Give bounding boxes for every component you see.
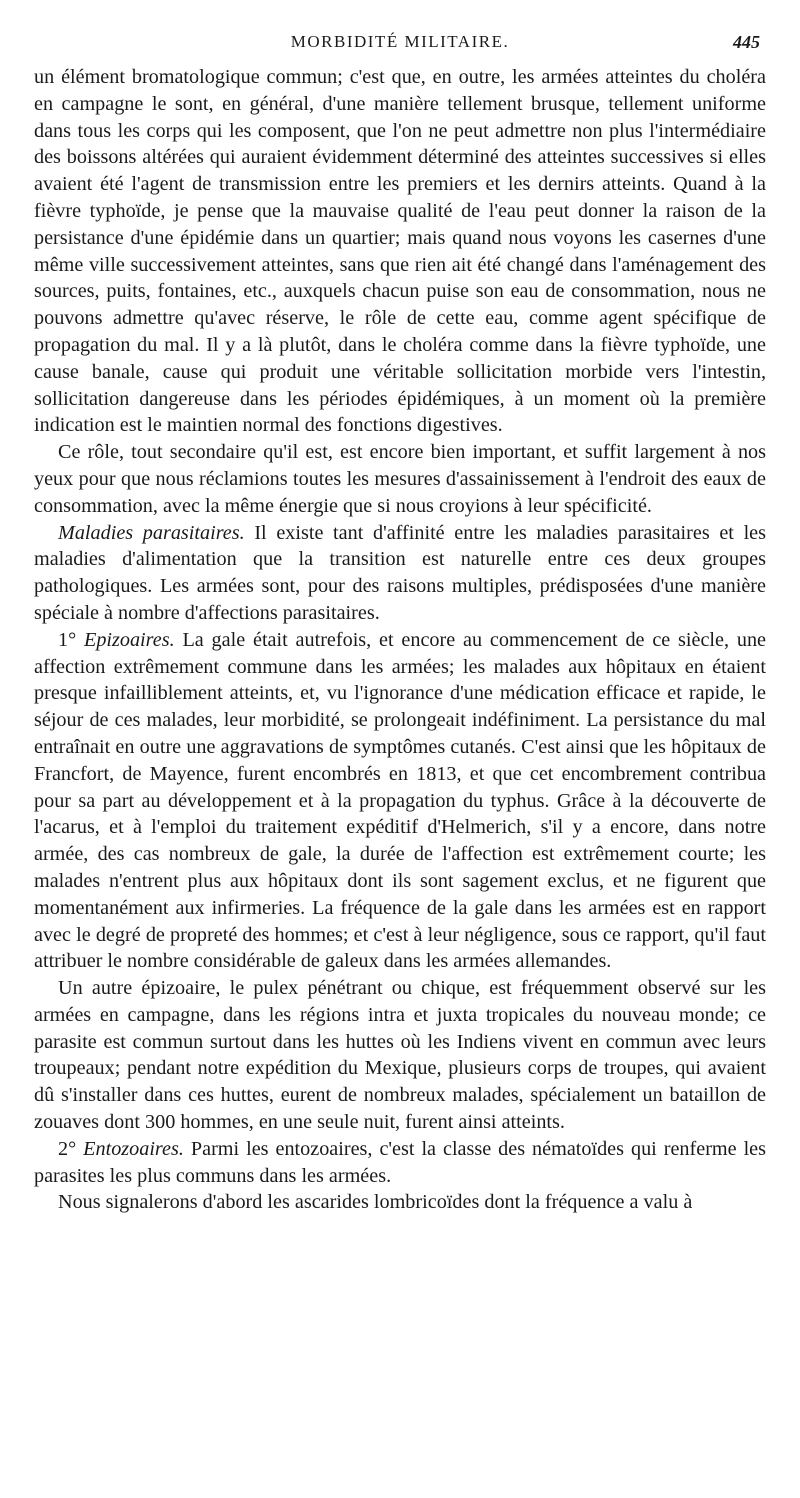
running-title: MORBIDITÉ MILITAIRE. bbox=[290, 32, 510, 51]
paragraph-ascarides bbox=[34, 1189, 766, 1216]
paragraph-entozoaires bbox=[34, 1136, 766, 1190]
section-number: 1° bbox=[58, 628, 77, 651]
paragraph-text: La gale était autrefois, et encore au commencement de ce siècle, une affection extrêmement commune dans les armées; les malades aux hôpitaux en étaient presque infailliblement atteints, et, vu l'ignorance d'une médication efficace et rapide, le séjour de ces malades, leur morbidité, se prolongeait indéfiniment. La persistance du mal entraînait en outre une aggravations de symptômes cutanés. C'est ainsi que les hôpitaux de Francfort, de Mayence, furent encombrés en 1813, et que cet encombrement contribua pour sa part au développement et à la propagation du typhus. Grâce à la découverte de l'acarus, et à l'emploi du traitement expéditif d'Helmerich, s'il y a encore, dans notre armée, des cas nombreux de gale, la durée de l'affection est extrêmement courte; les malades n'entrent plus aux hôpitaux dont ils sont sagement exclus, et ne figurent que momentanément aux infirmeries. La fréquence de la gale dans les armées est en rapport avec le degré de propreté des hommes; et c'est à leur négligence, sous ce rapport, qu'il faut attribuer le nombre considérable de galeux dans les armées allemandes. bbox=[34, 628, 767, 973]
paragraph-cholera-continuation bbox=[34, 64, 766, 439]
body-text bbox=[34, 64, 766, 1216]
paragraph-role-of-water bbox=[34, 439, 766, 519]
paragraph-text: Parmi les entozoaires, c'est la classe des nématoïdes qui renferme les parasites les plus communs dans les armées. bbox=[34, 1137, 767, 1187]
book-page bbox=[34, 32, 766, 1216]
section-heading: Entozoaires. bbox=[83, 1137, 184, 1160]
running-head bbox=[34, 32, 766, 58]
paragraph-text: Nous signalerons d'abord les ascarides lombricoïdes dont la fréquence a valu à bbox=[58, 1191, 693, 1214]
section-number: 2° bbox=[58, 1137, 77, 1160]
section-heading: Maladies parasitaires. bbox=[58, 521, 245, 544]
paragraph-pulex bbox=[34, 975, 766, 1136]
paragraph-text: Ce rôle, tout secondaire qu'il est, est encore bien important, et suffit largement à nos yeux pour que nous réclamions toutes les mesures d'assainissement à l'endroit des eaux de consommation, avec la même énergie que si nous croyions à leur spécificité. bbox=[34, 441, 766, 517]
paragraph-text: un élément bromatologique commun; c'est que, en outre, les armées atteintes du choléra en campagne le sont, en général, d'une manière tellement brusque, tellement uniforme dans tous les corps qui les composent, que l'on ne peut admettre non plus l'intermédiaire des boissons altérées qui auraient évidemment déterminé des atteintes successives si elles avaient été l'agent de transmission entre les premiers et les dernirs atteints. Quand à la fièvre typhoïde, je pense que la mauvaise qualité de l'eau peut donner la raison de la persistance d'une épidémie dans un quartier; mais quand nous voyons les casernes d'une même ville successivement atteintes, sans que rien ait été changé dans l'aménagement des sources, puits, fontaines, etc., auxquels chacun puise son eau de consommation, nous ne pouvons admettre qu'avec réserve, le rôle de cette eau, comme agent spécifique de propagation du mal. Il y a là plutôt, dans le choléra comme dans la fièvre typhoïde, une cause banale, cause qui produit une véritable sollicitation morbide vers l'intestin, sollicitation dangereuse dans les périodes épidémiques, à un moment où la première indication est le maintien normal des fonctions digestives. bbox=[34, 66, 766, 437]
paragraph-maladies-parasitaires bbox=[34, 520, 766, 627]
section-heading: Epizoaires. bbox=[83, 628, 175, 651]
paragraph-text: Un autre épizoaire, le pulex pénétrant ou chique, est fréquemment observé sur les armées en campagne, dans les régions intra et juxta tropicales du nouveau monde; ce parasite est commun surtout dans les huttes où les Indiens vivent en commun avec leurs troupeaux; pendant notre expédition du Mexique, plusieurs corps de troupes, qui avaient dû s'installer dans ces huttes, eurent de nombreux malades, spécialement un bataillon de zouaves dont 300 hommes, en une seule nuit, furent ainsi atteints. bbox=[34, 977, 766, 1134]
paragraph-text: Il existe tant d'affinité entre les maladies parasitaires et les maladies d'alimentation que la transition est naturelle entre ces deux groupes pathologiques. Les armées sont, pour des raisons multiples, prédisposées d'une manière spéciale à nombre d'affections parasitaires. bbox=[34, 521, 766, 624]
page-number: 445 bbox=[733, 32, 760, 52]
paragraph-epizoaires bbox=[34, 627, 766, 975]
